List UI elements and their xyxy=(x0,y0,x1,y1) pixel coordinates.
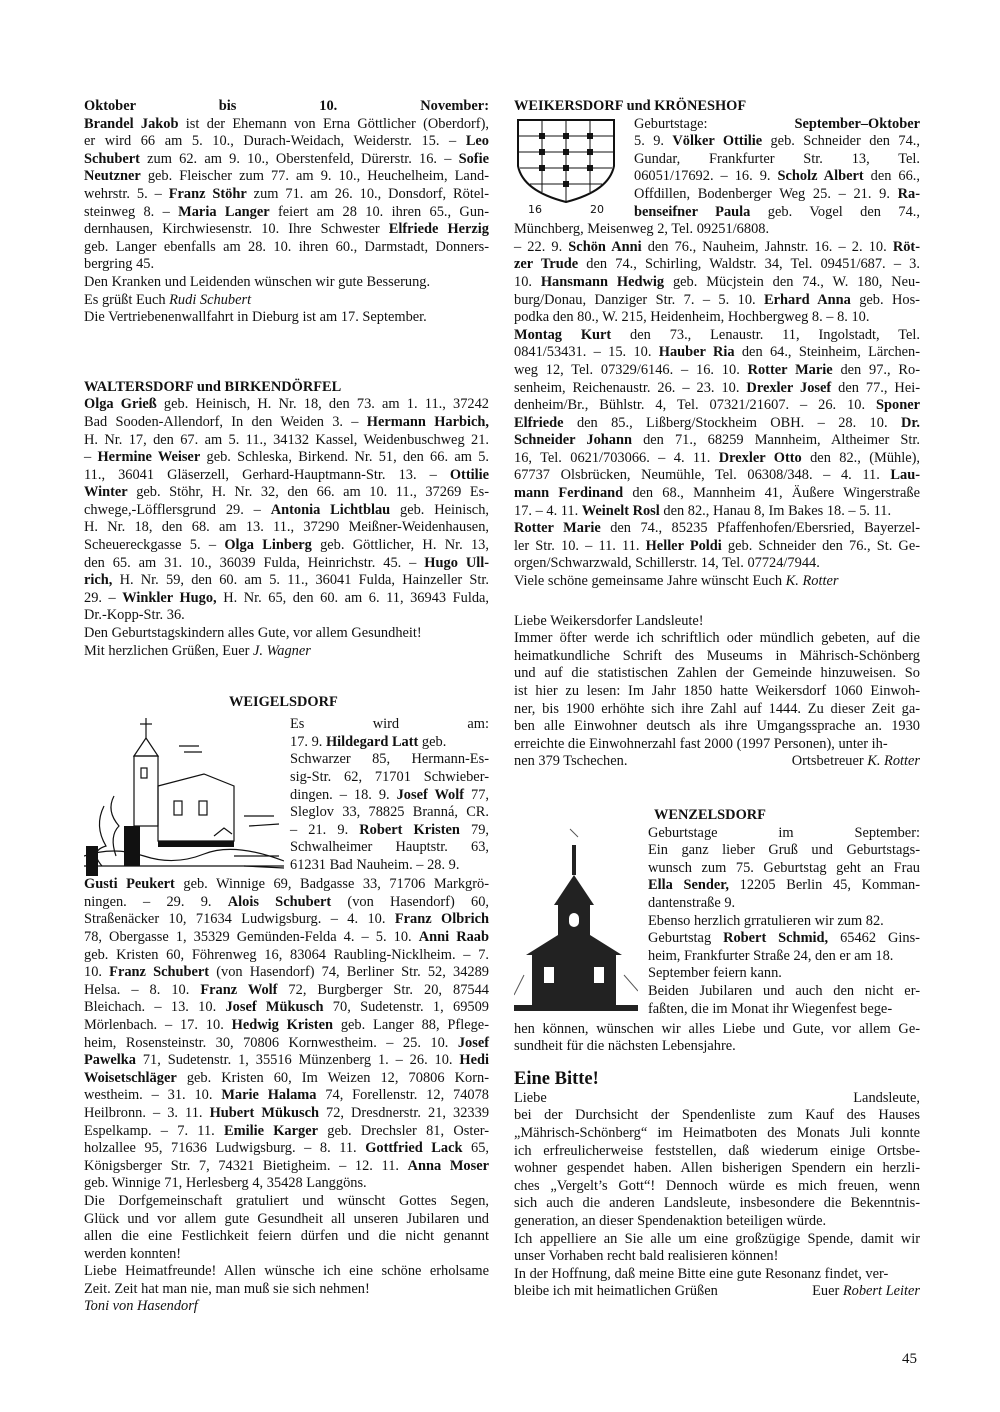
text-line: Schneider Johann den 71., 68259 Mannheim, Altheimer Str. xyxy=(514,432,920,449)
text-line: Schwalheimer Hauptstr. 63, xyxy=(290,839,489,856)
text-line: Gundar, Frankfurter Str. 13, Tel. xyxy=(634,150,920,167)
text-line: Neutzner geb. Fleischer zum 77. am 9. 10., Heuchelheim, Land- xyxy=(84,168,489,185)
text-line: H. Nr. 17, den 67. am 5. 11., 34132 Kassel, Weidenbuschweg 21. xyxy=(84,431,489,448)
text-line: Elfriede den 85., Lißberg/Stockheim OBH. – 28. 10. Dr. xyxy=(514,414,920,431)
weikersdorf-letter xyxy=(514,613,920,754)
text-line: 78, Obergasse 1, 35329 Gemünden-Felda 4. – 5. 10. Anni Raab xyxy=(84,929,489,945)
text-line: Ella Sender, 12205 Berlin 45, Komman- xyxy=(648,877,920,894)
text-line: Schwarzer 85, Hermann-Es- xyxy=(290,751,489,768)
text-line: Rotter Marie den 74., 85235 Pfaffenhofen/Ebersried, Bayerzel- xyxy=(514,520,921,537)
text-line: In der Hoffnung, daß meine Bitte eine gute Resonanz findet, ver- xyxy=(514,1265,889,1282)
text-line: – 21. 9. Robert Kristen 79, xyxy=(290,821,489,838)
text-line: benseifner Paula geb. Vogel den 74., xyxy=(634,203,920,220)
bitte-lines xyxy=(514,1090,920,1284)
text-line: Geburtstage: September–Oktober xyxy=(634,115,920,132)
text-line: heimatkundliche Schrift des Museums in Mährisch-Schönberg xyxy=(514,647,920,664)
text-line: sig-Str. 62, 71701 Schwieber- xyxy=(290,769,489,785)
waltersdorf-closing: Den Geburtstagskindern alles Gute, vor allem Gesundheit! xyxy=(84,625,422,642)
text-line: Ein ganz lieber Gruß und Geburtstags- xyxy=(648,842,920,859)
text-line: faßten, die im Monat ihr Wiegenfest bege- xyxy=(648,1000,893,1017)
waltersdorf-title: WALTERSDORF und BIRKENDÖRFEL xyxy=(84,378,342,395)
text-line: Winter geb. Stöhr, H. Nr. 32, den 66. am 10. 11., 37269 Es- xyxy=(84,484,489,501)
text-line: Heilbronn. – 3. 11. Hubert Mükusch 72, Dresdnerstr. 21, 32339 xyxy=(84,1104,490,1121)
oberdorf-note: Die Vertriebenenwallfahrt in Dieburg ist am 17. September. xyxy=(84,309,427,326)
text-line: geb. Winnige 71, Herlesberg 4, 35428 Langgöns. xyxy=(84,1175,367,1192)
weikersdorf-lines xyxy=(514,239,920,573)
text-line: bergring 45. xyxy=(84,256,155,273)
text-line: mann Ferdinand den 68., Mannheim 41, Äußere Wingerstraße xyxy=(514,485,921,502)
text-line: und auf die statistischen Zahlen der Gemeinde hinzuweisen. So xyxy=(514,665,920,682)
waltersdorf-section xyxy=(84,379,489,661)
text-line: werden konnten! xyxy=(84,1245,182,1262)
text-line: chwege,-Löfflersgrund 29. – Antonia Lichtblau geb. Heinisch, xyxy=(84,501,489,518)
text-line: Scheuereckgasse 5. – Olga Linberg geb. Göttlicher, H. Nr. 13, xyxy=(84,537,489,554)
text-line: 0841/53431. – 15. 10. Hauber Ria den 64., Steinheim, Lärchen- xyxy=(514,344,921,361)
text-line: 5. 9. Völker Ottilie geb. Schneider den 74., xyxy=(634,133,920,150)
bitte-last-right: Euer Robert Leiter xyxy=(812,1283,920,1300)
weigelsdorf-closing xyxy=(84,1193,489,1299)
text-line: denheim/Br., Bühlstr. 4, Tel. 07321/21607. – 26. 10. Sponer xyxy=(514,397,920,414)
weigelsdorf-lines xyxy=(84,876,489,1193)
weigelsdorf-title: WEIGELSDORF xyxy=(229,694,338,711)
text-line: Dr.-Kopp-Str. 36. xyxy=(84,607,185,624)
text-line: Oktober bis 10. November: xyxy=(84,98,489,114)
text-line: holzallee 95, 71636 Ludwigsburg. – 8. 11. Gottfried Lack 65, xyxy=(84,1140,489,1157)
text-line: 06051/17692. – 16. 9. Scholz Albert den 66., xyxy=(634,168,920,185)
oberdorf-lines xyxy=(84,98,489,274)
text-line: 67737 Olsbrücken, Neumühle, Tel. 06308/348. – 4. 11. Lau- xyxy=(514,467,920,484)
text-line: orgen/Schwarzwald, Schillerstr. 14, Tel. 07724/7944. xyxy=(514,555,820,572)
text-line: 29. – Winkler Hugo, H. Nr. 65, den 60. am 6. 11, 36943 Fulda, xyxy=(84,589,490,606)
text-line: Gusti Peukert geb. Winnige 69, Badgasse 33, 71706 Markgrö- xyxy=(84,876,489,893)
text-line: Glück und vor allem gute Gesundheit all unseren Jubilaren und xyxy=(84,1210,489,1227)
weikersdorf-crest xyxy=(514,116,618,216)
text-line: Helsa. – 8. 10. Franz Wolf 72, Burgberger Str. 20, 87544 xyxy=(84,981,489,998)
text-line: dernhausen, Kirchwiesenstr. 10. Ihre Schwester Elfriede Herzig xyxy=(84,221,489,238)
waltersdorf-lines xyxy=(84,396,489,625)
text-line: Königsberger Str. 7, 74321 Bietigheim. – 12. 11. Anna Moser xyxy=(84,1157,489,1174)
text-line: Pawelka 71, Sudetenstr. 1, 35516 Münzenberg 1. – 26. 10. Hedi xyxy=(84,1052,489,1069)
text-line: ist hier zu lesen: Im Jahr 1850 hatte Weikersdorf 1060 Einwoh- xyxy=(514,683,920,699)
bitte-last xyxy=(514,1283,920,1301)
text-line: generation, an dieser Spendenaktion beteiligen würde. xyxy=(514,1212,827,1229)
text-line: dantenstraße 9. xyxy=(648,894,736,911)
text-line: unser Vorhaben recht bald realisieren können! xyxy=(514,1248,779,1265)
crest-year-left: 16 xyxy=(528,202,542,216)
text-line: Beiden Jubilaren und auch den nicht er- xyxy=(648,982,920,999)
text-line: wohner gespendet haben. Allen bisherigen Spendern ein herzli- xyxy=(514,1160,920,1177)
text-line: Ich appelliere an Sie alle um eine großzügige Spende, damit wir xyxy=(514,1230,920,1247)
text-line: Bad Sooden-Allendorf, In den Weiden 3. – Hermann Harbich, xyxy=(84,413,489,430)
right-column xyxy=(514,98,920,1301)
text-line: podka den 80., W. 215, Heidenheim, Hochbergweg 8. – 8. 10. xyxy=(514,309,870,326)
text-line: ningen. – 29. 9. Alois Schubert (von Hasendorf) 60, xyxy=(84,893,490,910)
oberdorf-greeting: Es grüßt Euch Rudi Schubert xyxy=(84,291,252,308)
text-line: Münchberg, Meisenweg 2, Tel. 09251/6808. xyxy=(514,221,770,238)
text-line: ner, bis 1900 erhöhte sich ihre Zahl auf 1444. Zu dieser Zeit ga- xyxy=(514,700,920,717)
text-line: Olga Grieß geb. Heinisch, H. Nr. 18, den 73. am 1. 11., 37242 xyxy=(84,396,489,413)
text-line: geb. Langer ebenfalls am 28. 10. ihren 60., Darmstadt, Donners- xyxy=(84,238,489,255)
weikersdorf-letter-last-text: nen 379 Tschechen. xyxy=(514,753,628,770)
text-line: zer Trude den 74., Schirling, Waldstr. 34, Tel. 09451/687. – 3. xyxy=(514,256,920,273)
text-line: Sleglov 33, 78825 Branná, CR. xyxy=(290,804,489,821)
oberdorf-closing: Den Kranken und Leidenden wünschen wir gute Besserung. xyxy=(84,273,431,290)
weigelsdorf-section xyxy=(84,694,489,1316)
text-line: H. Nr. 18, den 68. am 13. 11., 37290 Meißner-Weidenhausen, xyxy=(84,519,489,536)
text-line: steinweg 8. – Maria Langer feiert am 28 10. ihren 65., Gun- xyxy=(84,203,490,220)
text-line: Straßenäcker 10, 71634 Ludwigsburg. – 4. 10. Franz Olbrich xyxy=(84,911,489,928)
oberdorf-section xyxy=(84,98,489,327)
wenzelsdorf-title: WENZELSDORF xyxy=(654,806,766,823)
text-line: Es wird am: xyxy=(290,716,489,733)
text-line: weg 12, Tel. 07329/6146. – 16. 10. Rotter Marie den 97., Ro- xyxy=(514,361,920,378)
text-line: geb. Kristen 60, Föhrenweg 16, 83064 Raubling-Nicklheim. – 7. xyxy=(84,946,489,963)
text-line: heim, Rosensteinstr. 30, 70806 Kornwestheim. – 25. 10. Josef xyxy=(84,1034,489,1051)
text-line: ler Str. 10. – 11. 11. Heller Poldi geb. Schneider den 76., St. Ge- xyxy=(514,537,920,554)
text-line: Mörlenbach. – 17. 10. Hedwig Kristen geb. Langer 88, Pflege- xyxy=(84,1016,489,1033)
text-line: ches „Vergelt’s Gott“! Dennoch würde es mich freuen, wenn xyxy=(514,1177,920,1194)
text-line: 17. – 4. 11. Weinelt Rosl den 82., Hanau 8, Im Bakes 18. – 5. 11. xyxy=(514,502,892,519)
waltersdorf-greeting: Mit herzlichen Grüßen, Euer J. Wagner xyxy=(84,642,311,659)
text-line: hen können, wünschen wir alles Liebe und Gute, vor allem Ge- xyxy=(514,1020,920,1037)
text-line: Geburtstag Robert Schmid, 65462 Gins- xyxy=(648,930,920,947)
text-line: Brandel Jakob ist der Ehemann von Erna Göttlicher (Oberdorf), xyxy=(84,115,489,132)
wenzelsdorf-section xyxy=(514,807,920,1056)
text-line: rich, H. Nr. 59, den 60. am 5. 11., 36041 Fulda, Hainzeller Str. xyxy=(84,572,489,589)
text-line: Montag Kurt den 73., Lenaustr. 11, Ingolstadt, Tel. xyxy=(514,326,920,343)
text-line: sich auch die anderen Landsleute, insbesondere die Bekenntnis- xyxy=(514,1195,920,1212)
weikersdorf-letter-sign: Ortsbetreuer K. Rotter xyxy=(791,753,920,770)
church-illustration xyxy=(84,716,284,876)
text-line: bei der Durchsicht der Spendenliste zum Kauf des Hauses xyxy=(514,1107,920,1124)
text-line: Offdillen, Bodenberger Weg 25. – 21. 9. Ra- xyxy=(634,185,920,202)
text-line: Woisetschläger geb. Kristen 60, Im Weizen 12, 70806 Korn- xyxy=(84,1069,489,1086)
text-line: erreichte die Einwohnerzahl fast 2000 (1997 Personen), unter ih- xyxy=(514,735,888,752)
text-line: ben alle Einwohner deutsch als ihre Umgangssprache an. 1930 xyxy=(514,718,920,735)
text-line: – 22. 9. Schön Anni den 76., Nauheim, Jahnstr. 16. – 2. 10. Röt- xyxy=(514,238,920,255)
bitte-last-left: bleibe ich mit heimatlichen Grüßen xyxy=(514,1283,718,1300)
text-line: „Mährisch-Schönberg“ im Heimatboten des Monats Juli konnte xyxy=(514,1124,920,1141)
text-line: Liebe Heimatfreunde! Allen wünsche ich eine schöne erholsame xyxy=(84,1263,489,1280)
text-line: heim, Frankfurter Straße 24, den er am 18. xyxy=(648,947,894,964)
text-line: westheim. – 31. 10. Marie Halama 74, Forellenstr. 12, 74078 xyxy=(84,1087,489,1104)
weikersdorf-section xyxy=(514,98,920,771)
text-line: Schubert zum 62. am 9. 10., Oberstenfeld, Dürerstr. 16. – Sofie xyxy=(84,150,489,167)
weikersdorf-letter-last xyxy=(514,753,920,771)
text-line: Die Dorfgemeinschaft gratuliert und wünscht Gottes Segen, xyxy=(84,1192,489,1209)
text-line: wehrstr. 5. – Franz Stöhr zum 71. am 26. 10., Donsdorf, Rötel- xyxy=(84,185,490,202)
weigelsdorf-signature: Toni von Hasendorf xyxy=(84,1298,198,1315)
text-line: er wird 66 am 5. 10., Durach-Weidach, Weiderstr. 15. – Leo xyxy=(84,133,489,150)
weikersdorf-title: WEIKERSDORF und KRÖNESHOF xyxy=(514,98,747,114)
text-line: den 65. am 31. 10., 36039 Fulda, Heinrichstr. 45. – Hugo Ull- xyxy=(84,554,489,571)
text-line: Ebenso herzlich grratulieren wir zum 82. xyxy=(648,912,884,929)
text-line: 61231 Bad Nauheim. – 28. 9. xyxy=(290,856,460,873)
text-line: 10. Hansmann Hedwig geb. Mücjstein den 74., W. 180, Neu- xyxy=(514,273,921,290)
text-line: Geburtstage im September: xyxy=(648,824,920,841)
wenzelsdorf-lines xyxy=(514,1021,920,1056)
text-line: 16, Tel. 0621/703066. – 4. 11. Drexler Otto den 82., (Mühle), xyxy=(514,449,920,466)
text-line: – Hermine Weiser geb. Schleska, Birkend. Nr. 51, den 66. am 5. xyxy=(84,449,489,466)
bitte-title: Eine Bitte! xyxy=(514,1068,599,1089)
text-line: Liebe Weikersdorfer Landsleute! xyxy=(514,612,704,629)
left-column xyxy=(84,98,489,1316)
chapel-illustration xyxy=(514,825,638,1021)
text-line: Immer öfter werde ich schriftlich oder mündlich gebeten, auf die xyxy=(514,630,920,647)
text-line: Liebe Landsleute, xyxy=(514,1089,920,1106)
crest-year-right: 20 xyxy=(590,202,604,216)
text-line: dingen. – 18. 9. Josef Wolf 77, xyxy=(290,786,489,803)
text-line: 10. Franz Schubert (von Hasendorf) 74, Berliner Str. 52, 34289 xyxy=(84,964,489,981)
text-line: September feiern kann. xyxy=(648,965,782,982)
text-line: Zeit. Zeit hat man nie, man muß sie sich nehmen! xyxy=(84,1280,370,1297)
text-line: ich erfreulicherweise feststellen, daß wiederum einige Ortsbe- xyxy=(514,1142,920,1159)
weikersdorf-closing: Viele schöne gemeinsame Jahre wünscht Euch K. Rotter xyxy=(514,573,839,590)
bitte-section xyxy=(514,1068,920,1301)
text-line: senheim, Reichenaustr. 26. – 23. 10. Drexler Josef den 77., Hei- xyxy=(514,379,920,396)
text-line: sundheit für die nächsten Lebensjahre. xyxy=(514,1038,736,1055)
text-line: Espelkamp. – 7. 11. Emilie Karger geb. Drechsler 81, Oster- xyxy=(84,1122,489,1139)
text-line: allen die eine Festlichkeit feiern dürfen und die nicht genannt xyxy=(84,1228,489,1245)
text-line: burg/Donau, Danziger Str. 7. – 5. 10. Erhard Anna geb. Hos- xyxy=(514,291,920,308)
text-line: 11., 36041 Gläserzell, Gerhard-Hauptmann-Str. 13. – Ottilie xyxy=(84,466,489,483)
text-line: 17. 9. Hildegard Latt geb. xyxy=(290,733,447,750)
text-line: Bleichach. – 13. 10. Josef Mükusch 70, Sudetenstr. 1, 69509 xyxy=(84,999,489,1016)
page-number: 45 xyxy=(902,1351,917,1367)
text-line: wunsch zum 75. Geburtstag geht an Frau xyxy=(648,859,920,876)
